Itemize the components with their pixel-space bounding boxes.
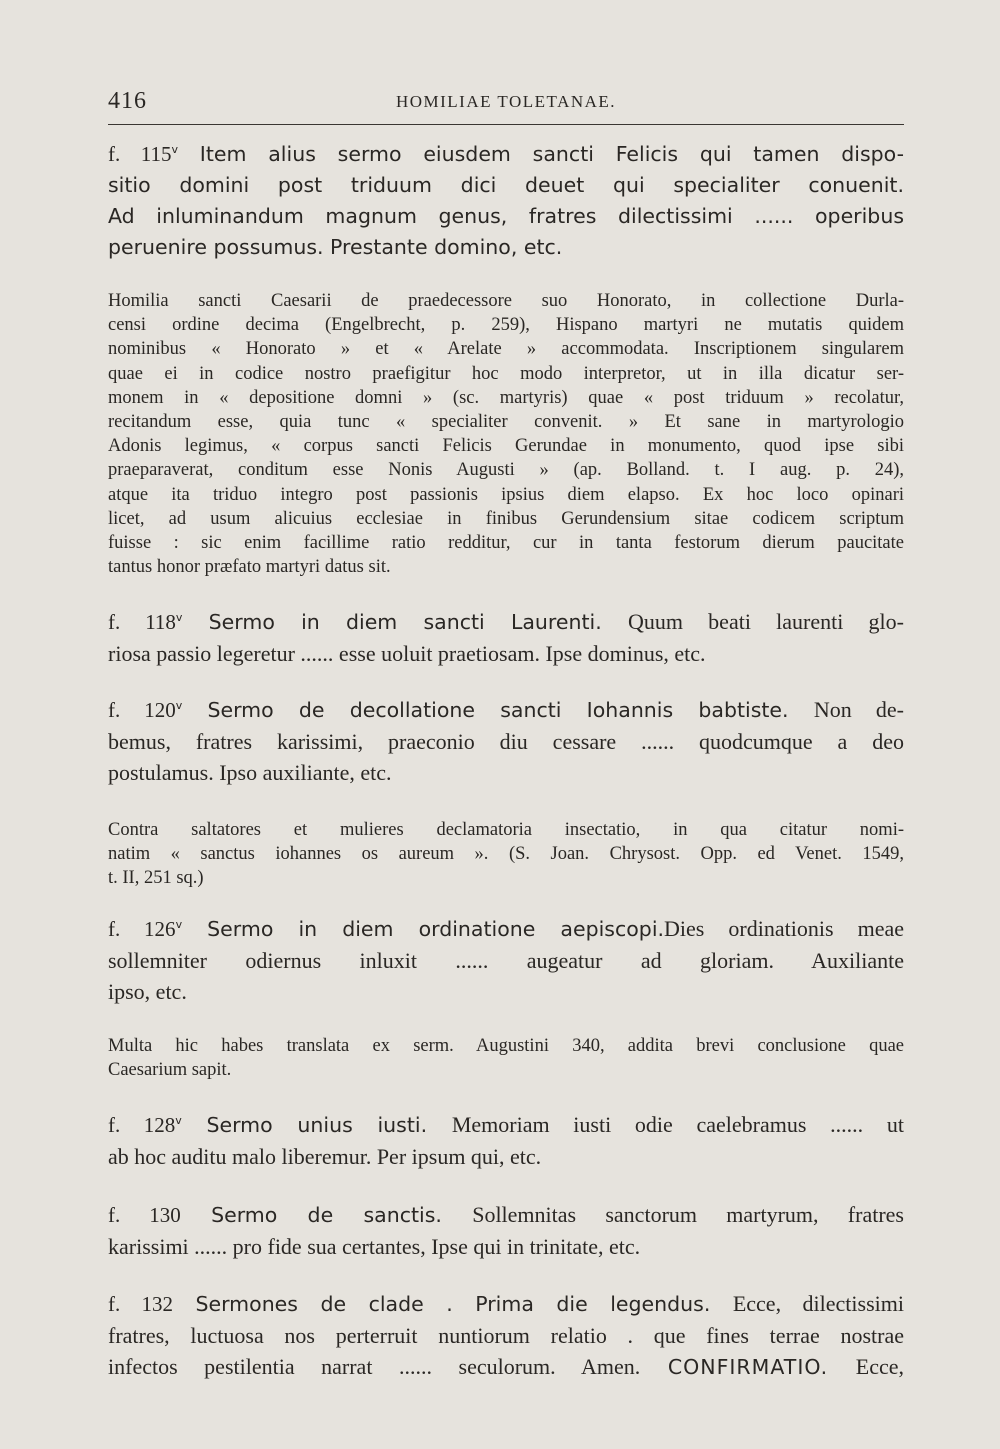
folio-verso-mark: v xyxy=(175,1114,182,1127)
entry-f130: f. 130 Sermo de sanctis. Sollemnitas sanctorum martyrum, fratres karissimi ...... pro fide sua certantes, Ipse qui in trinitate, etc. xyxy=(108,1202,904,1259)
folio-ref: f. 126 xyxy=(108,917,176,941)
folio-verso-mark: v xyxy=(175,699,183,712)
confirmatio-heading: CONFIRMATIO. xyxy=(667,1355,829,1379)
folio-verso-mark: v xyxy=(175,611,183,624)
folio-verso-mark: v xyxy=(171,143,178,156)
page-number: 416 xyxy=(108,88,147,114)
folio-ref: f. 128 xyxy=(108,1113,176,1137)
entry-f115v: f. 115$^v$ Item alius sermo eiusdem sancti Felicis qui tamen dispo- sitio domini post triduum dici deuet qui specialiter conuenit. Ad inluminandum magnum genus, fratres dilectissimi ...... operibus peruenire possumus. Prestante domino, etc. xyxy=(108,142,904,259)
entry-f132: f. 132 Sermones de clade . Prima die legendus. Ecce, dilectissimi fratres, luctuosa nos perterruit nuntiorum relatio . que fines terrae nostrae infectos pestilentia narrat ...... seculorum. Amen. CONFIRMATIO. Ecce, xyxy=(108,1291,904,1379)
folio-ref: f. 130 xyxy=(108,1203,181,1227)
note-f115v: Homilia sancti Caesarii de praedecessore suo Honorato, in collectione Durla- censi ordine decima (Engelbrecht, p. 259), Hispano martyri ne mutatis quidem nominibus « Honorato » et « Arelate » accommodata. Inscriptionem singularem quae ei in codice nostro praefigitur hoc modo interpretor, ut in illa dicatur ser- monem in « depositione domni » (sc. martyris) quae « post triduum » recolatur, recitandum esse, quia tunc « specialiter convenit. » Et sane in martyrologio Adonis legimus, « corpus sancti Felicis Gerundae in monumento, quod ipse sibi praeparaverat, conditum esse Nonis Augusti » (ap. Bolland. t. I aug. p. 24), atque ita triduo integro post passionis ipsius diem elapso. Ex hoc loco opinari licet, ad usum alicuius ecclesiae in finibus Gerundensium sitae codicem scriptum fuisse : sic enim facillime ratio redditur, cur in tanta festorum dierum paucitate tantus honor præfato martyri datus sit. xyxy=(108,291,904,578)
running-title: HOMILIAE TOLETANAE. xyxy=(395,92,617,111)
entry-f128v: f. 128$^v$ Sermo unius iusti. Memoriam iusti odie caelebramus ...... ut ab hoc auditu malo liberemur. Per ipsum qui, etc. xyxy=(108,1112,904,1169)
note-f120v: Contra saltatores et mulieres declamatoria insectatio, in qua citatur nomi- natim « sanctus iohannes os aureum ». (S. Joan. Chrysost. Opp. ed Venet. 1549, t. II, 251 sq.) xyxy=(108,820,904,889)
entry-f120v: f. 120$^v$ Sermo de decollatione sancti Iohannis babtiste. Non de- bemus, fratres karissimi, praeconio diu cessare ...... quodcumque a deo postulamus. Ipso auxiliante, etc. xyxy=(108,697,904,785)
page-header xyxy=(108,88,904,118)
folio-ref: f. 132 xyxy=(108,1292,173,1316)
entry-f126v: f. 126$^v$ Sermo in diem ordinatione aepiscopi.Dies ordinationis meae sollemniter odiernus inluxit ...... augeatur ad gloriam. Auxiliante ipso, etc. xyxy=(108,916,904,1004)
note-f126v: Multa hic habes translata ex serm. Augustini 340, addita brevi conclusione quae Caesarium sapit. xyxy=(108,1036,904,1081)
folio-ref: f. 118 xyxy=(108,610,176,634)
header-rule xyxy=(108,124,904,125)
folio-ref: f. 120 xyxy=(108,698,176,722)
folio-verso-mark: v xyxy=(175,918,183,931)
folio-ref: f. 115 xyxy=(108,142,172,166)
entry-f118v: f. 118$^v$ Sermo in diem sancti Laurenti. Quum beati laurenti glo- riosa passio legeretur ...... esse uoluit praetiosam. Ipse dominus, etc. xyxy=(108,609,904,666)
